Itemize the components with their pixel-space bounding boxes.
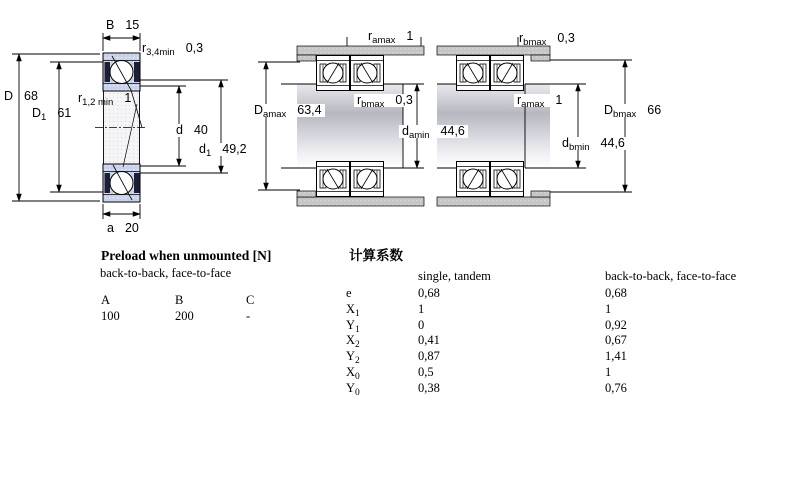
preload-value-row xyxy=(101,309,250,323)
preload-subtitle: back-to-back, face-to-face xyxy=(100,266,232,280)
bearing xyxy=(351,162,384,197)
dim-label-Dbmax: $D_{bmax}$ 66 xyxy=(601,104,664,117)
factor-row: $Y_2$ 0,87 1,41 xyxy=(346,349,627,367)
bearing xyxy=(317,56,350,91)
ball xyxy=(110,172,133,195)
arrangement-b-drawing xyxy=(437,37,632,206)
factors-col-single: single, tandem xyxy=(418,269,491,283)
dim-label-ramax-top: $r_{amax}$ 1 xyxy=(368,29,414,46)
dim-label-Damax: $D_{amax}$ 63,4 xyxy=(251,104,325,117)
bearing xyxy=(317,162,350,197)
bearing xyxy=(457,56,490,91)
bottom-ring-section xyxy=(103,164,140,202)
factor-row: $X_0$ 0,5 1 xyxy=(346,364,612,382)
bearing xyxy=(351,56,384,91)
seal-shield xyxy=(134,173,140,193)
dim-label-d1: $d_1$ 49,2 xyxy=(196,143,250,156)
factor-row: $Y_1$ 0 0,92 xyxy=(346,317,627,335)
preload-col-c: C xyxy=(246,293,255,307)
housing-shoulder xyxy=(297,191,316,197)
housing-band xyxy=(437,197,550,206)
housing-shoulder xyxy=(531,55,550,61)
preload-val-c: - xyxy=(246,309,251,323)
bearing xyxy=(491,56,524,91)
dim-label-r34min: $r_{3,4min}$ 0,3 xyxy=(142,41,204,58)
dim-label-ramax-mid: $r_{amax}$ 1 xyxy=(514,94,565,107)
factor-row: $Y_0$ 0,38 0,76 xyxy=(346,380,627,398)
preload-col-a: A xyxy=(101,293,111,307)
preload-title: Preload when unmounted [N] xyxy=(101,248,272,263)
dim-label-D: D 68 xyxy=(4,89,38,103)
dim-label-rbmax-mid: $r_{bmax}$ 0,3 xyxy=(354,94,416,107)
preload-val-b: 200 xyxy=(175,309,194,323)
dim-label-a: a 20 xyxy=(107,221,139,235)
bearing xyxy=(491,162,524,197)
ball xyxy=(110,61,133,84)
housing-shoulder xyxy=(531,191,550,197)
dim-label-rbmax-top: $r_{bmax}$ 0,3 xyxy=(519,31,575,48)
factors-col-btb: back-to-back, face-to-face xyxy=(605,269,737,283)
dim-label-dbmin: $d_{bmin}$ 44,6 xyxy=(559,137,628,150)
arrangement-a-drawing xyxy=(258,37,424,206)
housing-band xyxy=(297,197,424,206)
factors-title: 计算系数 xyxy=(349,248,403,263)
factor-row: $X_1$ 1 1 xyxy=(346,301,612,319)
dim-label-d: d 40 xyxy=(173,124,211,137)
dim-label-r12min: $r_{1,2 min}$ 1 xyxy=(78,91,132,108)
preload-col-b: B xyxy=(175,293,184,307)
seal-shield xyxy=(105,173,111,193)
factors-table xyxy=(346,286,786,397)
bearing xyxy=(457,162,490,197)
seal-shield xyxy=(105,62,111,82)
preload-header-row xyxy=(101,293,254,307)
preload-val-a: 100 xyxy=(101,309,120,323)
housing-shoulder xyxy=(297,55,316,61)
factor-row: $X_2$ 0,41 0,67 xyxy=(346,333,627,351)
factor-row: e 0,68 0,68 xyxy=(346,286,627,300)
dim-label-D1: $D_1$ 61 xyxy=(32,106,72,123)
dim-label-B: B 15 xyxy=(106,18,140,32)
seal-shield xyxy=(134,62,140,82)
dim-label-damin: $d_{amin}$ 44,6 xyxy=(399,125,468,138)
housing-band xyxy=(297,46,424,55)
